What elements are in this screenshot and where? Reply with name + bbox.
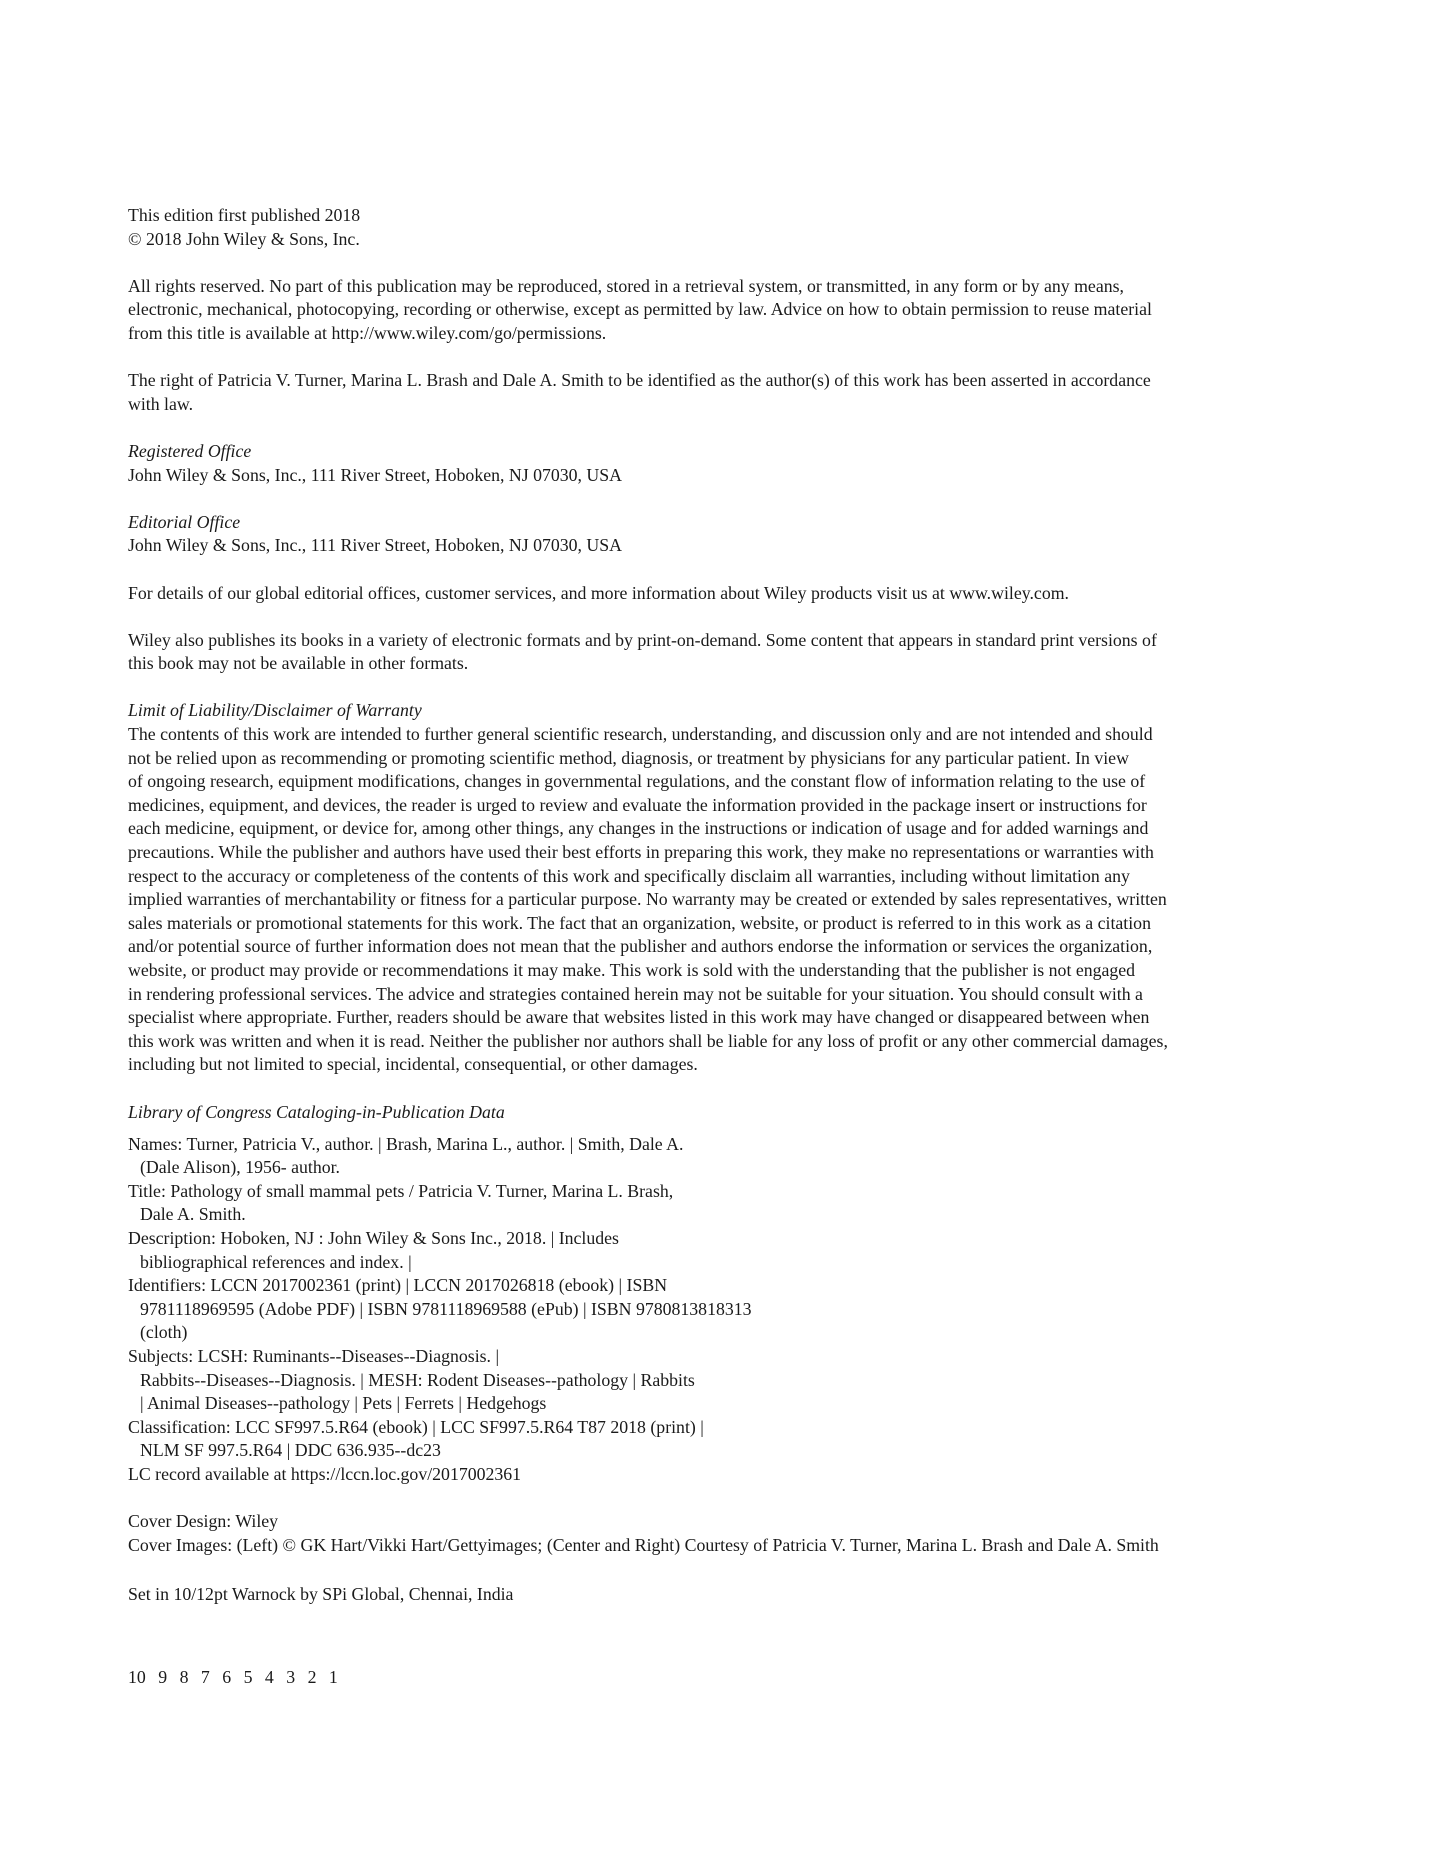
cip-record: LC record available at https://lccn.loc.gov/2017002361 [128,1463,522,1484]
cip-title: Title: Pathology of small mammal pets / Patricia V. Turner, Marina L. Brash, [128,1180,674,1201]
cip-description-cont: bibliographical references and index. | [140,1251,412,1272]
rights-line: electronic, mechanical, photocopying, recording or otherwise, except as permitted by law. Advice on how to obtain permission to reuse material [128,299,1152,320]
copyright-page [128,204,1308,1607]
first-published: This edition first published 2018 [128,205,361,225]
cover-images: Cover Images: (Left) © GK Hart/Vikki Hart/Gettyimages; (Center and Right) Courtesy of Patricia V. Turner, Marina L. Brash and Dale A. Smith [128,1534,1159,1555]
authors-right-paragraph [128,369,1308,416]
cover-design: Cover Design: Wiley [128,1511,279,1532]
authors-right-line: The right of Patricia V. Turner, Marina L. Brash and Dale A. Smith to be identified as the author(s) of this work has been asserted in accordance [128,370,1151,391]
disclaimer-heading: Limit of Liability/Disclaimer of Warranty [128,700,422,721]
disclaimer-line: medicines, equipment, and devices, the reader is urged to review and evaluate the information provided in the package insert or instructions for [128,794,1147,815]
cip-description: Description: Hoboken, NJ : John Wiley & Sons Inc., 2018. | Includes [128,1227,619,1248]
cip-identifiers-cont: 9781118969595 (Adobe PDF) | ISBN 9781118969588 (ePub) | ISBN 9780813818313 [140,1298,752,1319]
registered-office-heading: Registered Office [128,440,252,461]
authors-right-line: with law. [128,393,194,414]
cip-subjects-cont: Rabbits--Diseases--Diagnosis. | MESH: Rodent Diseases--pathology | Rabbits [140,1369,695,1390]
disclaimer-line: sales materials or promotional statements for this work. The fact that an organization, website, or product is referred to in this work as a citation [128,912,1151,933]
rights-line: from this title is available at http://www.wiley.com/go/permissions. [128,322,607,343]
edition-block [128,204,1308,251]
cip-title-cont: Dale A. Smith. [140,1204,246,1225]
cip-names-cont: (Dale Alison), 1956- author. [140,1157,341,1178]
formats-paragraph [128,629,1308,676]
disclaimer-line: respect to the accuracy or completeness of the contents of this work and specifically disclaim all warranties, including without limitation any [128,865,1130,886]
cip-subjects-cont: | Animal Diseases--pathology | Pets | Ferrets | Hedgehogs [140,1393,547,1414]
cip-classification: Classification: LCC SF997.5.R64 (ebook) | LCC SF997.5.R64 T87 2018 (print) | [128,1416,704,1437]
disclaimer-block [128,699,1308,1077]
disclaimer-line: this work was written and when it is read. Neither the publisher nor authors shall be liable for any loss of profit or any other commercial damages, [128,1030,1168,1051]
editorial-office-address: John Wiley & Sons, Inc., 111 River Street, Hoboken, NJ 07030, USA [128,535,623,556]
disclaimer-line: including but not limited to special, incidental, consequential, or other damages. [128,1054,698,1075]
registered-office-block [128,440,1308,487]
printing-line: 10 9 8 7 6 5 4 3 2 1 [128,1667,338,1687]
editorial-office-block [128,511,1308,558]
rights-line: All rights reserved. No part of this publication may be reproduced, stored in a retrieval system, or transmitted, in any form or by any means, [128,275,1124,296]
registered-office-address: John Wiley & Sons, Inc., 111 River Street, Hoboken, NJ 07030, USA [128,464,623,485]
disclaimer-line: The contents of this work are intended to further general scientific research, understanding, and discussion only and are not intended and should [128,724,1153,745]
disclaimer-line: specialist where appropriate. Further, readers should be aware that websites listed in this work may have changed or disappeared between when [128,1007,1150,1028]
formats-line: this book may not be available in other formats. [128,653,469,674]
disclaimer-line: of ongoing research, equipment modifications, changes in governmental regulations, and the constant flow of information relating to the use of [128,771,1146,792]
details-line: For details of our global editorial offices, customer services, and more information about Wiley products visit us at www.wiley.com. [128,582,1069,603]
disclaimer-line: website, or product may provide or recommendations it may make. This work is sold with the understanding that the publisher is not engaged [128,960,1136,980]
typesetting-line: Set in 10/12pt Warnock by SPi Global, Chennai, India [128,1584,514,1605]
cover-block [128,1510,1308,1557]
copyright-notice: © 2018 John Wiley & Sons, Inc. [128,228,360,249]
cip-block [128,1133,1308,1487]
disclaimer-line: implied warranties of merchantability or fitness for a particular purpose. No warranty may be created or extended by sales representatives, written [128,889,1167,910]
details-paragraph [128,582,1308,606]
cip-heading: Library of Congress Cataloging-in-Publication Data [128,1101,505,1122]
editorial-office-heading: Editorial Office [128,511,241,532]
cip-classification-cont: NLM SF 997.5.R64 | DDC 636.935--dc23 [140,1440,441,1461]
disclaimer-line: each medicine, equipment, or device for, among other things, any changes in the instructions or indication of usage and for added warnings and [128,818,1149,839]
disclaimer-line: precautions. While the publisher and authors have used their best efforts in preparing this work, they make no representations or warranties with [128,842,1154,863]
disclaimer-line: in rendering professional services. The advice and strategies contained herein may not be suitable for your situation. You should consult with a [128,983,1143,1004]
disclaimer-line: not be relied upon as recommending or promoting scientific method, diagnosis, or treatment by physicians for any particular patient. In view [128,747,1129,768]
disclaimer-line: and/or potential source of further information does not mean that the publisher and authors endorse the information or services the organization, [128,936,1153,957]
cip-names: Names: Turner, Patricia V., author. | Brash, Marina L., author. | Smith, Dale A. [128,1133,684,1154]
formats-line: Wiley also publishes its books in a variety of electronic formats and by print-on-demand. Some content that appears in standard print versions of [128,629,1157,650]
cip-identifiers: Identifiers: LCCN 2017002361 (print) | LCCN 2017026818 (ebook) | ISBN [128,1275,668,1296]
rights-paragraph [128,275,1308,346]
cip-subjects: Subjects: LCSH: Ruminants--Diseases--Diagnosis. | [128,1345,500,1366]
cip-identifiers-cont: (cloth) [140,1322,188,1343]
